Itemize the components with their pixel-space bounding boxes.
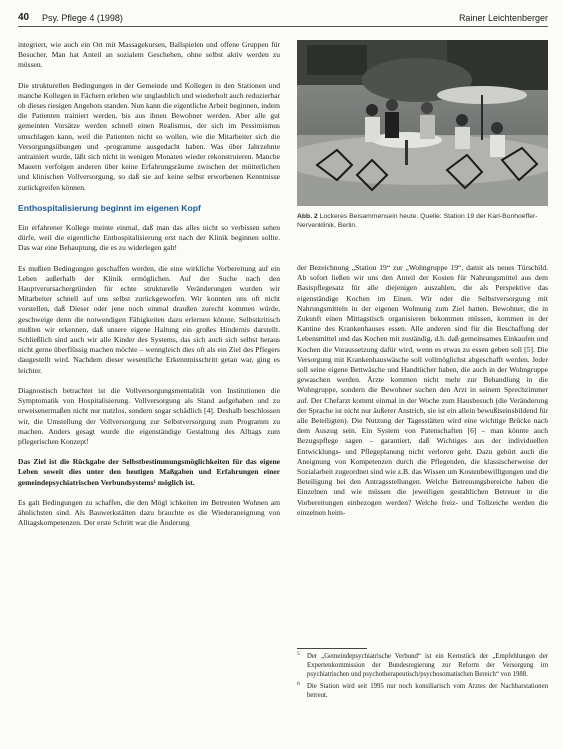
figure-caption-text: Lockeres Beisammensein heute. Quelle: Station 19 der Karl-Bonhoeffer-Nervenklinik, Berlin.: [297, 213, 538, 229]
journal-name: Psy. Pflege 4 (1998): [42, 13, 123, 23]
figure-caption: [297, 212, 548, 230]
paragraph: Diagnostisch betrachtet ist die Vollversorgungsmentalität von Institutionen die Symptomatik von Hospitalisierung. Vollversorgung als Stand aufgehaben und zu erweisenermaßen nicht nur nutzlos, sondern sogar schädlich [4]. Deshalb beschlossen wir, die Umstellung der Vollversorgung zur Selbstversorgung zum Programm zu machen. Anders gesagt wurde die eigenständige Gestaltung des Alltags zum pflegerischen Konzept!: [18, 385, 280, 446]
paragraph: Es mußten Bedingungen geschaffen werden, die eine wirkliche Vorbereitung auf ein Leben außerhalb der Klinik ermöglichen. Auf der Suche nach den Hauptverursachergründen für echte strukturelle Veränderungen wurden wir Mitarbeiter schnell auf uns selbst zurückgeworfen. Wir konnten uns oft nicht vorstellen, daß Dieser oder jene noch einmal draußen zurecht kommen würde, geschweige denn die notwendigen Fähigkeiten dazu erlernen könnte. Selbstkritisch mußten wir erkennen, daß unsere eigene Haltung ein großes Hindernis darstellt. Schließlich sind auch wir alle Kinder des Systems, das sich auch sich selbst heraus nicht gerne überflüssig machen möchte – wenngleich dies oft als ein Ziel des Pflegers daugestellt wird. Nachdem dieser wesentliche Erkenntnisschritt getan war, ging es leichter.: [18, 263, 280, 375]
author-name: Rainer Leichtenberger: [458, 13, 548, 23]
figure-photo: [297, 40, 548, 206]
page-number: 40: [18, 12, 30, 23]
left-column: [18, 40, 280, 538]
footnote: [297, 682, 548, 700]
paragraph: integriert, wie auch ein Ort mit Massagekursen, Ballspielen und offene Gruppen für Besucher. Man hat Anteil an sozialem Geschehen, ohne selbst aktiv werden zu müssen.: [18, 40, 280, 70]
section-heading: Enthospitalisierung beginnt im eigenen Kopf: [18, 202, 201, 213]
emphasized-paragraph: Das Ziel ist die Rückgabe der Selbstbestimmungsmöglichkeiten für das eigene Leben soweit dies unter den heutigen Maßgaben und Erfahrungen einer gemeindepsychiatrischen Verbundsystems¹ möglich ist.: [18, 457, 280, 487]
paragraph: Es galt Bedingungen zu schaffen, die den Mögl ichkeiten im Betreuten Wohnen am ähnlichsten sind. Als Bauwerkstätten dazu brauchte es die Wiederaneignung von Alltagskompetenzen. Der erste Schritt war die Änderung: [18, 497, 280, 528]
footnote-number: 5: [297, 651, 300, 657]
footnote-text: Der „Gemeindepsychiatrische Verbund“ ist ein Kernstück der „Empfehlungen der Expertenkommission der Bundesregierung zur Reform der Versorgung im psychiatrischen und psychotherapeutisch/psychosomatischen Bereich“ von 1988.: [307, 653, 548, 678]
footnotes: [297, 652, 548, 703]
garden-photo-illustration: [297, 40, 548, 206]
running-header: [18, 10, 548, 27]
footnote: [297, 652, 548, 679]
figure-label: Abb. 2: [297, 213, 318, 220]
footnote-text: Die Station wird seit 1995 nur noch konsiliarisch vom Arztes der Nachbarstationen betreut.: [307, 683, 548, 699]
paragraph: der Bezeichnung „Station 19“ zur „Wohngruppe 19“, damit als neues Türschild. Ab sofort ließen wir uns den Anteil der Kosten für Nahrungsmittel aus dem Basispflegesatz für alle diejenigen auszahlen, die als Perspektive das eigenständige Kochen im Einen. Wir oder die Selbstversorgung mit Nahrungsmitteln in der eigenen Wohnung zum Ziel hatten. Bewohner, die in Zukunft einen Mittagstisch organisieren bekommen müssen, kommen in der Kantine des Krankenhauses essen. Alle anderen sind für die Beschaffung der Lebensmittel und das Kochen mit zuständig, d.h. daß gemeinsames Einkaufen und Kochen die Voraussetzung dafür wird, wenn es etwas zu essen geben soll [5]. Die Versorgung mit Krankenhauswäsche soll vollmöglichst abgeschafft werden. Jeder soll seine eigene Bettwäsche und Handtücher haben, die auch in der Wohngruppe gewaschen werden. Ärzte kommen nicht mehr zur Behandlung in die Wohngruppe, sondern die Bewohner suchen den Arzt in seinem Sprechzimmer auf. Der Chefarzt kommt einmal in der Woche zum Hausbesuch (die Veränderung der Sprache ist nicht nur äußerer Anstrich, sie ist ein allein bewußtseinsbildend für alle Beteiligten). Die Nutzung der Tagesstätten wird eine wichtige Brücke nach dem Auszug sein. Ein System von Patenschaften [6] – man könnte auch Bezugspflege sagen – garantiert, daß Wichtiges aus der individuellen Entwicklungs- und Pflegeplanung nicht verloren geht. Dazu gehört auch die Aneignung von Kompetenzen durch die Pflegenden, die klassischerweise der Sozialarbeit zugeordnet sind wie z.B. das Wissen um Kostenbewilligungen und die Beteiligung bei den Antragsstellungen. Welche Betreuungsbereiche haben die Einzelnen und wie müssen die jeweiligen gestaltlichen Betreuer in die Vorbereitungen einbezogen werden? Welche freiz- und Tollzeiche werden die einzelnen heim-: [297, 263, 548, 517]
footnote-rule: [297, 648, 367, 649]
right-column: [297, 263, 548, 528]
footnote-number: 6: [297, 681, 300, 687]
paragraph: Die strukturellen Bedingungen in der Gemeinde und Kollegen in den Stationen und manche Kollegen in Fächern erleben wie unglaublich und wiederholt auch reduzierbar ob dieses riesigen Angebots standen. Nun kann die eigentliche Arbeit beginnen, indem die Patienten trainiert werden, bis aus ihnen Bewohner werden. Aber alle gut gemeinten Vorsätze werden schnell einen Realismus, der sich im Pessimismus umschlagen kann, weil die Patienten nicht so wollen, wie die Mitarbeiter sich die Versorgungsübungen und -programme ausgedacht haben. Was über Jahrzehnte antrainiert wurde, läßt sich nicht in wenigen Monaten wieder rekonstruieren. Manche Mauern verfolgen anderen über keine Erfahrungsräume zwischen der mütterlichen und klinischen Vollversorgung, so daß sie auf keine selbst erworbenen Kenntnisse zurückgreifen können.: [18, 80, 280, 192]
paragraph: Ein erfahrener Kollege meinte einmal, daß man das alles nicht so verbissen sehen dürfe, weil die eigentliche Enthospitalisierung erst nach der Klinik beginnen sollte. Das war eine Behauptung, die es zu widerlegen galt!: [18, 223, 280, 253]
